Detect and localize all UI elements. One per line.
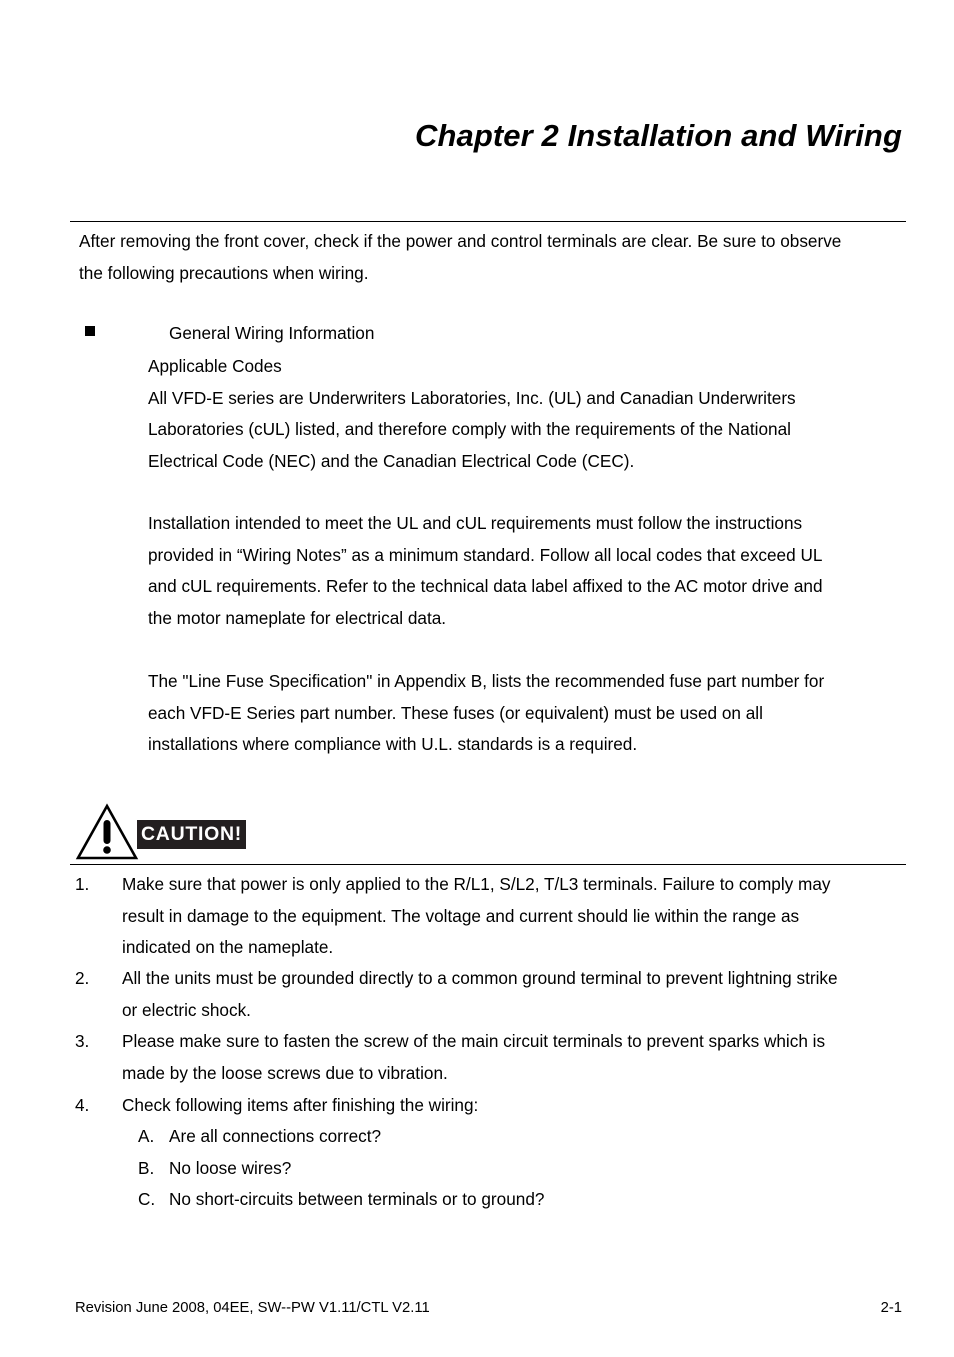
paragraph-line: each VFD-E Series part number. These fuses (or equivalent) must be used on all [148, 702, 763, 723]
list-item [122, 1026, 912, 1089]
paragraph-line: The "Line Fuse Specification" in Appendix B, lists the recommended fuse part number for [148, 671, 825, 691]
list-item-line: All the units must be grounded directly to a common ground terminal to prevent lightning strike [122, 968, 838, 988]
sublist-item: No loose wires? [169, 1158, 292, 1178]
paragraph-line: installations where compliance with U.L. standards is a required. [148, 734, 638, 754]
list-item-line: made by the loose screws due to vibration. [122, 1062, 448, 1083]
sublist-item: Are all connections correct? [169, 1126, 382, 1146]
paragraph-line: All VFD-E series are Underwriters Laboratories, Inc. (UL) and Canadian Underwriters [148, 387, 796, 408]
paragraph-line: Electrical Code (NEC) and the Canadian Electrical Code (CEC). [148, 450, 635, 471]
warning-exclamation-triangle-icon [75, 803, 139, 866]
list-item-number: 2. [75, 968, 90, 988]
paragraph-line: Installation intended to meet the UL and cUL requirements must follow the instructions [148, 513, 803, 533]
sublist-item: No short-circuits between terminals or to ground? [169, 1189, 545, 1209]
sublist-letter: C. [138, 1189, 156, 1209]
footer-page-number: 2-1 [880, 1300, 902, 1316]
sublist-letter: A. [138, 1126, 155, 1146]
line-fuse-paragraph [148, 666, 898, 761]
chapter-title: Chapter 2 Installation and Wiring [414, 118, 902, 153]
square-bullet-icon [85, 326, 95, 336]
list-item-line: Please make sure to fasten the screw of the main circuit terminals to prevent sparks which is [122, 1031, 826, 1051]
title-divider [70, 221, 906, 222]
intro-line: After removing the front cover, check if the power and control terminals are clear. Be sure to observe [79, 231, 842, 251]
list-item [122, 869, 912, 964]
footer-revision: Revision June 2008, 04EE, SW--PW V1.11/CTL V2.11 [75, 1300, 430, 1316]
list-item-number: 4. [75, 1095, 90, 1115]
paragraph-line: Applicable Codes [148, 356, 282, 376]
list-item [122, 963, 912, 1026]
paragraph-line: and cUL requirements. Refer to the technical data label affixed to the AC motor drive and [148, 576, 823, 596]
sublist-letter: B. [138, 1158, 155, 1178]
list-item-line: Make sure that power is only applied to the R/L1, S/L2, T/L3 terminals. Failure to comply may [122, 874, 831, 894]
intro-line: the following precautions when wiring. [79, 262, 369, 283]
intro-paragraph [79, 226, 909, 289]
caution-divider [70, 864, 906, 865]
paragraph-line: the motor nameplate for electrical data. [148, 607, 447, 628]
list-item-line: result in damage to the equipment. The voltage and current should lie within the range as [122, 905, 800, 926]
applicable-codes-paragraph [148, 351, 898, 477]
list-item [122, 1090, 912, 1122]
list-item-number: 3. [75, 1031, 90, 1051]
list-item-number: 1. [75, 874, 90, 894]
section-heading: General Wiring Information [169, 323, 375, 343]
list-item-line: Check following items after finishing the wiring: [122, 1095, 479, 1115]
installation-paragraph [148, 508, 898, 634]
paragraph-line: provided in “Wiring Notes” as a minimum standard. Follow all local codes that exceed UL [148, 544, 823, 565]
caution-badge: CAUTION! [137, 820, 246, 849]
list-item-line: indicated on the nameplate. [122, 937, 334, 957]
list-item-line: or electric shock. [122, 999, 251, 1020]
paragraph-line: Laboratories (cUL) listed, and therefore comply with the requirements of the National [148, 419, 791, 439]
